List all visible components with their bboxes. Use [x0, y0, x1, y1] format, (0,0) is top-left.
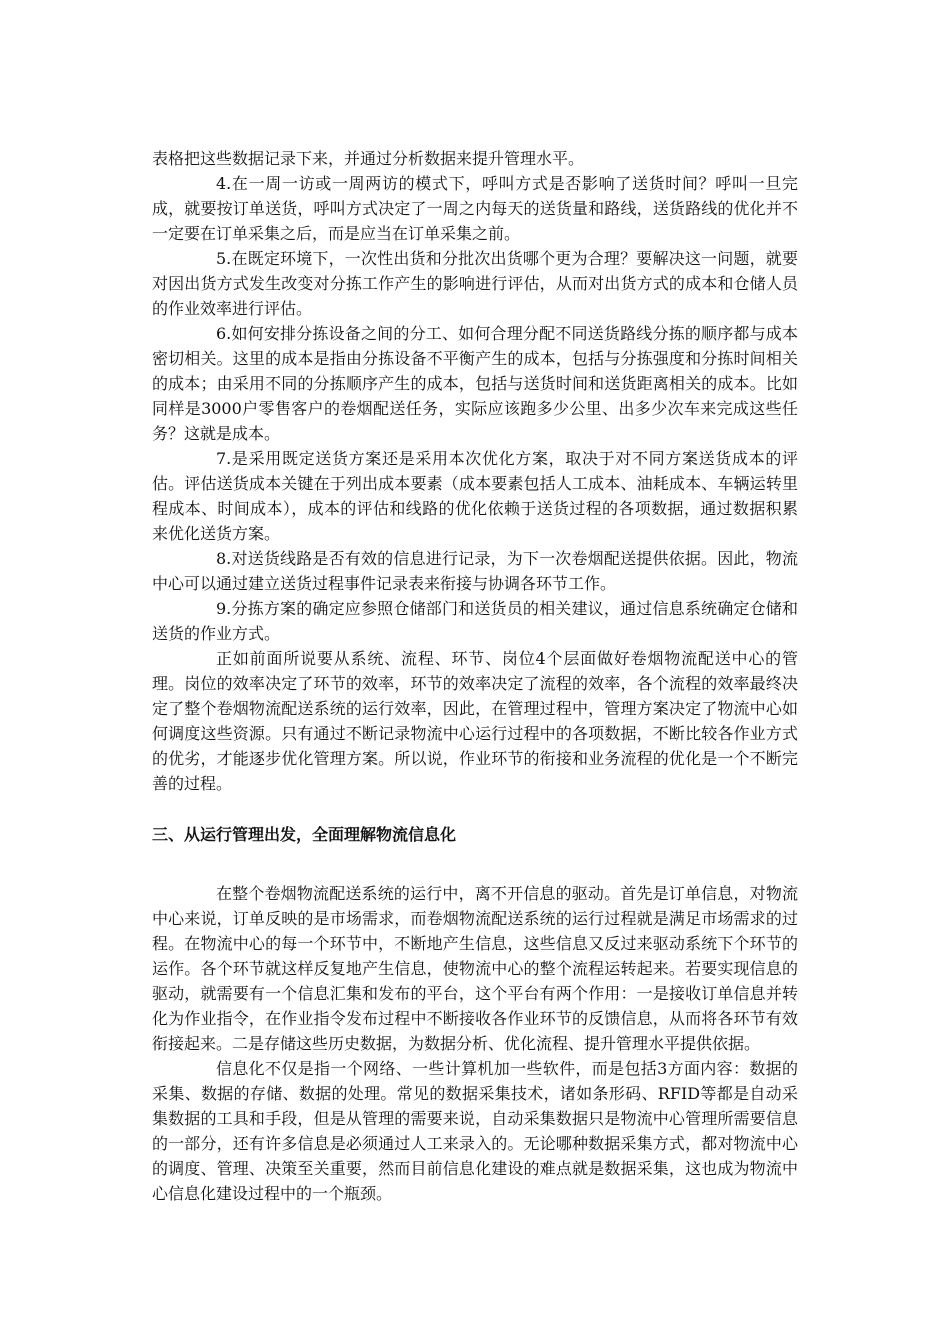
- paragraph-item-5: 5.在既定环境下，一次性出货和分批次出货哪个更为合理？要解决这一问题，就要对因出货方式发生改变对分拣工作产生的影响进行评估，从而对出货方式的成本和仓储人员的作业效率进行评估。: [152, 249, 798, 318]
- paragraph-information-driven: 在整个卷烟物流配送系统的运行中，离不开信息的驱动。首先是订单信息，对物流中心来说，订单反映的是市场需求，而卷烟物流配送系统的运行过程就是满足市场需求的过程。在物流中心的每一个环节中，不断地产生信息，这些信息又反过来驱动系统下个环节的运作。各个环节就这样反复地产生信息，使物流中心的整个流程运转起来。若要实现信息的驱动，就需要有一个信息汇集和发布的平台，这个平台有两个作用：一是接收订单信息并转化为作业指令，在作业指令发布过程中不断接收各作业环节的反馈信息，从而将各环节有效衔接起来。二是存储这些历史数据，为数据分析、优化流程、提升管理水平提供依据。: [152, 884, 798, 1053]
- paragraph-item-7: 7.是采用既定送货方案还是采用本次优化方案，取决于对不同方案送货成本的评估。评估送货成本关键在于列出成本要素（成本要素包括人工成本、油耗成本、车辆运转里程成本、时间成本），成本的评估和线路的优化依赖于送货过程的各项数据，通过数据积累来优化送货方案。: [152, 449, 798, 543]
- document-body: [152, 146, 798, 1206]
- paragraph-informatization: 信息化不仅是指一个网络、一些计算机加一些软件，而是包括3方面内容：数据的采集、数据的存储、数据的处理。常见的数据采集技术，诸如条形码、RFID等都是自动采集数据的工具和手段，但是从管理的需要来说，自动采集数据只是物流中心管理所需要信息的一部分，还有许多信息是必须通过人工来录入的。无论哪种数据采集方式，都对物流中心的调度、管理、决策至关重要，然而目前信息化建设的难点就是数据采集，这也成为物流中心信息化建设过程中的一个瓶颈。: [152, 1059, 798, 1203]
- paragraph-continuation: 表格把这些数据记录下来，并通过分析数据来提升管理水平。: [152, 149, 585, 168]
- paragraph-item-8: 8.对送货线路是否有效的信息进行记录，为下一次卷烟配送提供依据。因此，物流中心可以通过建立送货过程事件记录表来衔接与协调各环节工作。: [152, 549, 798, 593]
- paragraph-item-4: 4.在一周一访或一周两访的模式下，呼叫方式是否影响了送货时间？呼叫一旦完成，就要按订单送货，呼叫方式决定了一周之内每天的送货量和路线，送货路线的优化并不一定要在订单采集之后，而是应当在订单采集之前。: [152, 174, 798, 243]
- paragraph-summary: 正如前面所说要从系统、流程、环节、岗位4个层面做好卷烟物流配送中心的管理。岗位的效率决定了环节的效率，环节的效率决定了流程的效率，各个流程的效率最终决定了整个卷烟物流配送系统的运行效率，因此，在管理过程中，管理方案决定了物流中心如何调度这些资源。只有通过不断记录物流中心运行过程中的各项数据，不断比较各作业方式的优劣，才能逐步优化管理方案。所以说，作业环节的衔接和业务流程的优化是一个不断完善的过程。: [152, 649, 798, 793]
- paragraph-item-6: 6.如何安排分拣设备之间的分工、如何合理分配不同送货路线分拣的顺序都与成本密切相关。这里的成本是指由分拣设备不平衡产生的成本，包括与分拣强度和分拣时间相关的成本；由采用不同的分拣顺序产生的成本，包括与送货时间和送货距离相关的成本。比如同样是3000户零售客户的卷烟配送任务，实际应该跑多少公里、出多少次车来完成这些任务？这就是成本。: [152, 324, 798, 443]
- paragraph-item-9: 9.分拣方案的确定应参照仓储部门和送货员的相关建议，通过信息系统确定仓储和送货的作业方式。: [152, 599, 798, 643]
- section-heading: 三、从运行管理出发，全面理解物流信息化: [152, 825, 457, 844]
